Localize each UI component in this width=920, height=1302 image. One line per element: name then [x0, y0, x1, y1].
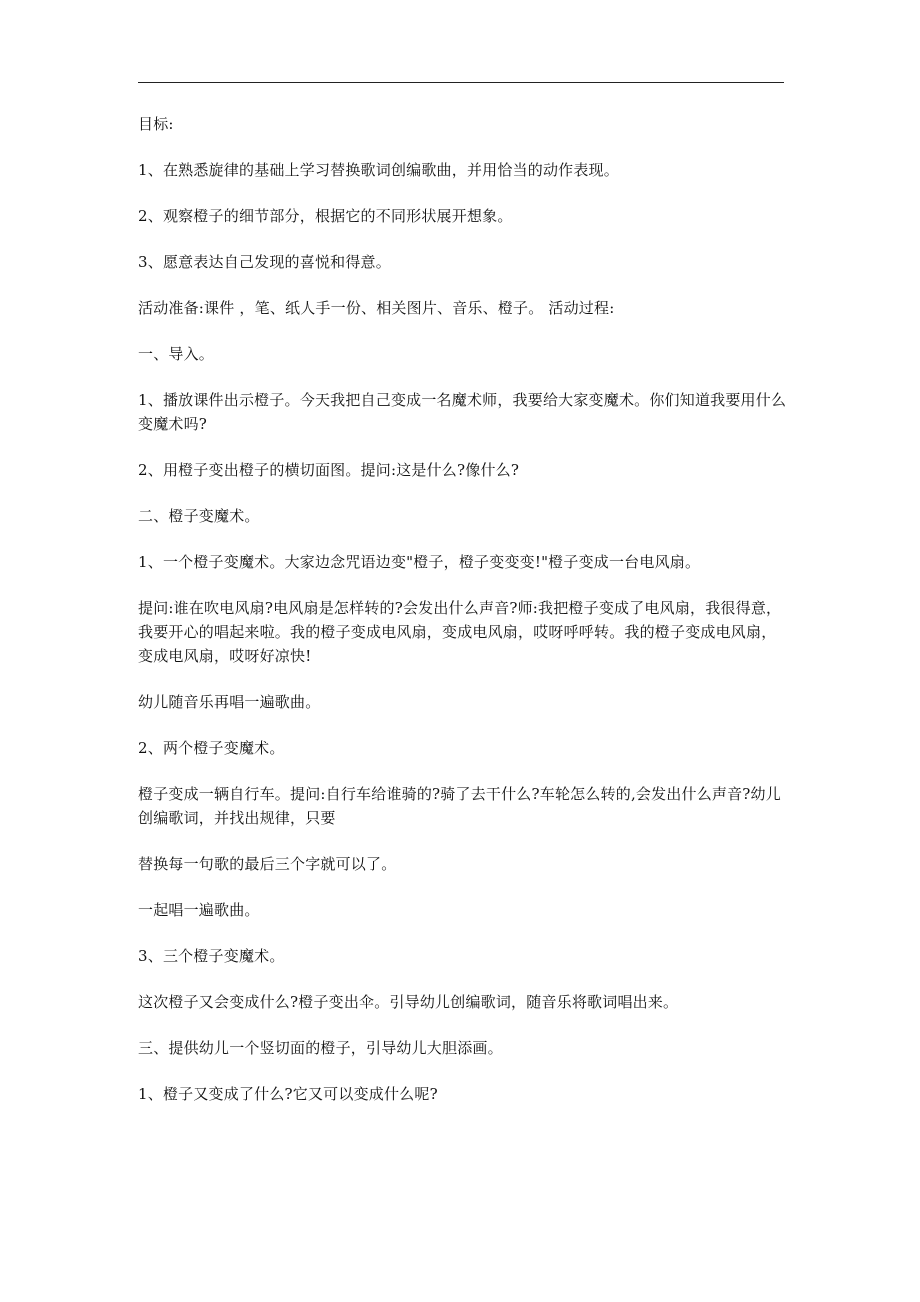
- magic-step-2-questions: 橙子变成一辆自行车。提问:自行车给谁骑的?骑了去干什么?车轮怎么转的,会发出什么声音?幼儿创编歌词，并找出规律，只要: [138, 785, 781, 827]
- section-heading-drawing: 三、提供幼儿一个竖切面的橙子，引导幼儿大胆添画。: [138, 1039, 503, 1057]
- section-heading-goals: 目标:: [138, 115, 174, 133]
- magic-step-3-detail: 这次橙子又会变成什么?橙子变出伞。引导幼儿创编歌词，随音乐将歌词唱出来。: [138, 993, 679, 1011]
- magic-step-2-sing: 一起唱一遍歌曲。: [138, 901, 260, 919]
- magic-step-1-questions: 提问:谁在吹电风扇?电风扇是怎样转的?会发出什么声音?师:我把橙子变成了电风扇，我很得意，我要开心的唱起来啦。我的橙子变成电风扇，变成电风扇，哎呀呼呼转。我的橙子变成电风扇，变成电风扇，哎呀好凉快!: [138, 599, 782, 665]
- magic-step-1: 1、一个橙子变魔术。大家边念咒语边变"橙子，橙子变变变!"橙子变成一台电风扇。: [138, 553, 701, 571]
- magic-step-1-sing: 幼儿随音乐再唱一遍歌曲。: [138, 693, 321, 711]
- magic-step-2-rule: 替换每一句歌的最后三个字就可以了。: [138, 855, 397, 873]
- magic-step-3: 3、三个橙子变魔术。: [138, 947, 285, 965]
- goal-item-3: 3、愿意表达自己发现的喜悦和得意。: [138, 253, 391, 271]
- section-heading-intro: 一、导入。: [138, 345, 215, 363]
- intro-step-2: 2、用橙子变出橙子的横切面图。提问:这是什么?像什么?: [138, 461, 520, 479]
- drawing-step-1: 1、橙子又变成了什么?它又可以变成什么呢?: [138, 1085, 438, 1103]
- goal-item-1: 1、在熟悉旋律的基础上学习替换歌词创编歌曲，并用恰当的动作表现。: [138, 161, 619, 179]
- section-heading-magic: 二、橙子变魔术。: [138, 507, 260, 525]
- goal-item-2: 2、观察橙子的细节部分，根据它的不同形状展开想象。: [138, 207, 513, 225]
- magic-step-2: 2、两个橙子变魔术。: [138, 739, 285, 757]
- intro-step-1: 1、播放课件出示橙子。今天我把自己变成一名魔术师，我要给大家变魔术。你们知道我要用什么变魔术吗?: [138, 391, 787, 433]
- header-rule: [138, 82, 784, 83]
- document-body: [138, 112, 788, 1128]
- activity-preparation: 活动准备:课件 ，笔、纸人手一份、相关图片、音乐、橙子。 活动过程:: [138, 299, 615, 317]
